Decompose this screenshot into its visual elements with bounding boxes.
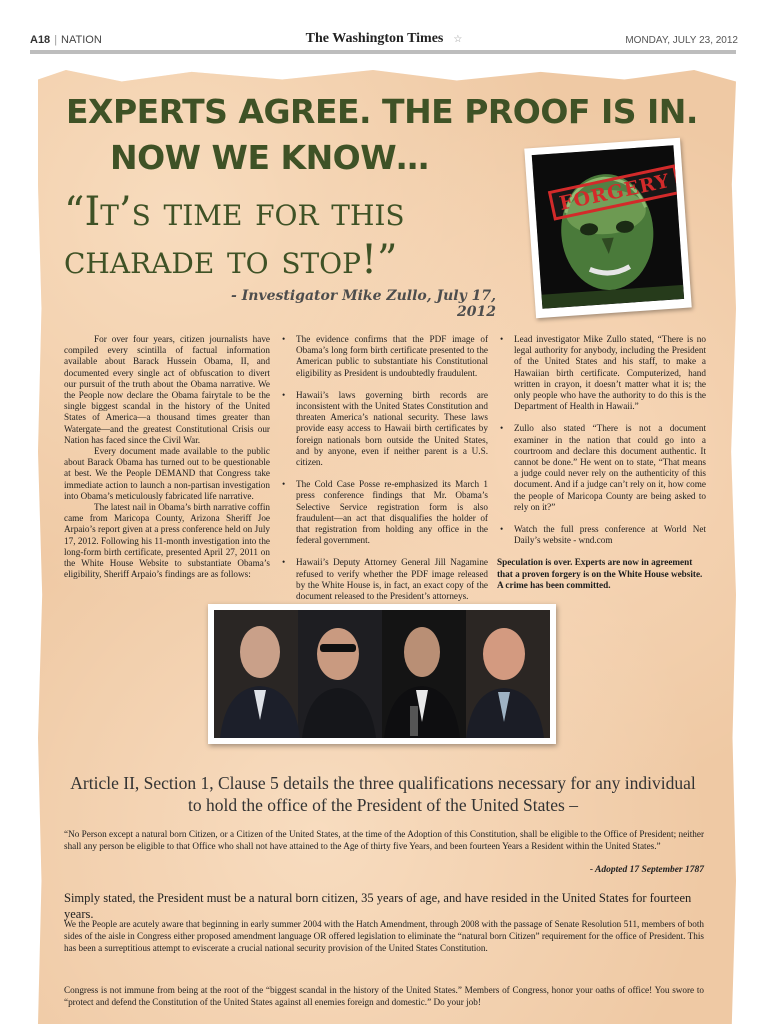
finding-item: • Hawaii’s Deputy Attorney General Jill Nagamine refused to verify whether the PDF image released by the White House is, in fact, an exact copy of the document released to the President’s attorneys.: [296, 557, 488, 602]
group-photo: [208, 604, 556, 744]
findings-list: [282, 334, 488, 602]
article-ii-title: Article II, Section 1, Clause 5 details the three qualifications necessary for any individual to hold the office of the President of the United States –: [70, 773, 696, 815]
four-portraits-illustration: [214, 610, 550, 738]
adopted-date: - Adopted 17 September 1787: [589, 865, 704, 875]
masthead-rule: [30, 50, 736, 54]
headline-line-2: NOW WE KNOW…: [110, 138, 429, 177]
issue-date: MONDAY, JULY 23, 2012: [625, 35, 738, 46]
speculation-statement: Speculation is over. Experts are now in agreement that a proven forgery is on the White House website. A crime has been committed.: [497, 557, 703, 590]
col1-paragraph: The latest nail in Obama’s birth narrative coffin came from Maricopa County, Arizona Sheriff Joe Arpaio’s report given at a press conference held on July 17, 2012. Following his 11-month investigation into the long-form birth certificate, presented April 27, 2011 on the White House Website to substantiate Obama’s eligibility, Sheriff Arpaio’s findings are as follows:: [64, 502, 270, 580]
statement-item: • Zullo also stated “There is not a document examiner in the nation that could go into a courtroom and declare this document authentic. It cannot be done.” He went on to state, “That means a judge could never rely on the authenticity of this document. And if a judge can’t rely on it, how come the people of Maricopa County are being asked to rely on it?”: [514, 423, 706, 513]
col1-paragraph: Every document made available to the public about Barack Obama has turned out to be questionable at best. We the People DEMAND that Congress take immediate action to launch a non-partisan investigation into Obama’s meticulously fabricated life narrative.: [64, 446, 270, 501]
star-icon: ☆: [453, 34, 463, 45]
section-name: NATION: [61, 34, 102, 46]
paper-logo: The Washington Times: [305, 31, 444, 46]
group-photo-image: [214, 610, 550, 738]
column-1: [64, 334, 270, 580]
page-section-label: A18 | NATION: [30, 34, 102, 46]
col1-paragraph: For over four years, citizen journalists have compiled every scintilla of factual information available about Barack Hussein Obama, II, and documented every single act of obfuscation to divert our pursuit of the truth about the Obama narrative. We the People now declare the Obama fairytale to be the single biggest scandal in the history of the United States of America—a thousand times greater than Watergate—and the greatest Constitutional Crisis our Nation has faced since the Civil War.: [64, 334, 270, 445]
forgery-photo: [524, 138, 691, 318]
column-3: [497, 334, 706, 591]
congress-paragraph: Congress is not immune from being at the root of the “biggest scandal in the history of the United States.” Members of Congress, honor your oaths of office! You swore to “protect and defend the Constitution of the United States against all enemies foreign and domestic.” Do your job!: [64, 985, 704, 1007]
finding-item: • The evidence confirms that the PDF image of Obama’s long form birth certificate presented to the American public to substantiate his Constitutional eligibility as President is undoubtedly fraudulent.: [296, 334, 488, 379]
masthead: [0, 0, 768, 52]
summary-statement: Simply stated, the President must be a natural born citizen, 35 years of age, and have resided in the United States for fourteen years.: [64, 891, 692, 921]
hatch-amendment-paragraph: We the People are acutely aware that beginning in early summer 2004 with the Hatch Amendment, through 2008 with the passage of Senate Resolution 511, members of both sides of the aisle in Congress either proposed amendment language OR offered legislation to eliminate the “natural born Citizen” requirement for the office of President. This has been a surreptitious attempt to eviscerate a crucial national security provision of the United States Constitution.: [64, 919, 704, 953]
page-number: A18: [30, 34, 51, 46]
column-2: [282, 334, 488, 613]
statement-item: • Lead investigator Mike Zullo stated, “There is no legal authority for anybody, including the President of the United States and his staff, to make a Hawaiian birth certificate. Computerized, hand written in crayon, it doesn’t matter what it is; the only people who have the authority to do this is the Department of Health in Hawaii.”: [514, 334, 706, 412]
forgery-stamp: FORGERY: [548, 164, 682, 220]
statement-item: • Watch the full press conference at World Net Daily’s website - wnd.com: [514, 524, 706, 546]
quote-attribution: - Investigator Mike Zullo, July 17, 2012: [231, 288, 496, 320]
headline-line-1: EXPERTS AGREE. THE PROOF IS IN.: [66, 92, 698, 131]
quote-line-1: “It’s time for this: [64, 189, 405, 235]
quote-line-2: charade to stop!”: [64, 237, 398, 283]
finding-item: • The Cold Case Posse re-emphasized its March 1 press conference findings that Mr. Obama’s Selective Service registration form is also fraudulent—an act that disqualifies the holder of that registration from holding any office in the federal government.: [296, 479, 488, 546]
statements-list: [500, 334, 706, 546]
finding-item: • Hawaii’s laws governing birth records are inconsistent with the United States Constitution and threaten America’s national security. These laws provide easy access to Hawaii birth certificates by foreign nationals born outside the United States, and by anyone, even if neither parent is a U.S. citizen.: [296, 390, 488, 468]
constitution-quote: “No Person except a natural born Citizen, or a Citizen of the United States, at the time of the Adoption of this Constitution, shall be eligible to the Office of President; neither shall any person be eligible to that Office who shall not have attained to the Age of thirty five Years, and been fourteen Years a Resident within the United States.”: [64, 829, 704, 851]
portrait-image: [532, 145, 684, 309]
